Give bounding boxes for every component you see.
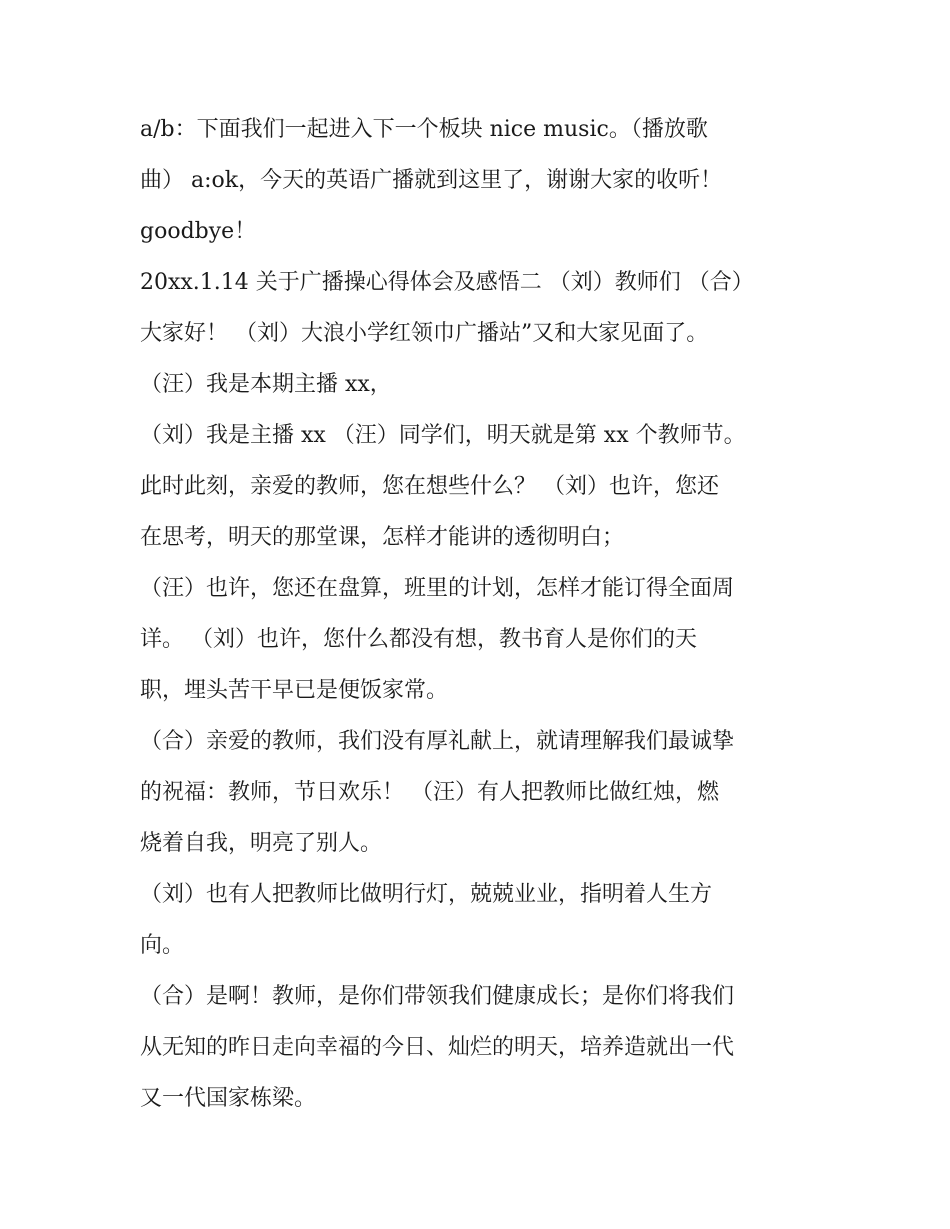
text-line: （刘）我是主播 xx （汪）同学们，明天就是第 xx 个教师节。 bbox=[140, 423, 746, 448]
text-line: 20xx.1.14 关于广播操心得体会及感悟二 （刘）教师们 （合） bbox=[140, 270, 754, 295]
text-line: 此时此刻，亲爱的教师，您在想些什么？ （刘）也许，您还 bbox=[140, 474, 719, 499]
text-line: 又一代国家栋梁。 bbox=[140, 1086, 317, 1111]
text-line: 职，埋头苦干早已是便饭家常。 bbox=[140, 678, 449, 703]
text-line: a/b：下面我们一起进入下一个板块 nice music。（播放歌 bbox=[140, 117, 708, 142]
text-line: （合）是啊！教师，是你们带领我们健康成长；是你们将我们 bbox=[140, 984, 735, 1009]
text-line: 向。 bbox=[140, 933, 185, 958]
text-line: （汪）我是本期主播 xx， bbox=[140, 372, 392, 397]
text-line: 的祝福：教师，节日欢乐！ （汪）有人把教师比做红烛，燃 bbox=[140, 780, 719, 805]
text-line: （合）亲爱的教师，我们没有厚礼献上，就请理解我们最诚挚 bbox=[140, 729, 735, 754]
text-line: 从无知的昨日走向幸福的今日、灿烂的明天，培养造就出一代 bbox=[140, 1035, 735, 1060]
text-line: 在思考，明天的那堂课，怎样才能讲的透彻明白； bbox=[140, 525, 625, 550]
text-line: 烧着自我，明亮了别人。 bbox=[140, 831, 383, 856]
text-line: 详。 （刘）也许，您什么都没有想，教书育人是你们的天 bbox=[140, 627, 697, 652]
document-body bbox=[140, 110, 820, 1130]
text-line: 大家好！ （刘）大浪小学红领巾广播站”又和大家见面了。 bbox=[140, 321, 709, 346]
text-line: （刘）也有人把教师比做明行灯，兢兢业业，指明着人生方 bbox=[140, 882, 713, 907]
text-line: （汪）也许，您还在盘算，班里的计划，怎样才能订得全面周 bbox=[140, 576, 735, 601]
text-line: goodbye！ bbox=[140, 219, 257, 244]
text-line: 曲） a:ok，今天的英语广播就到这里了，谢谢大家的收听！ bbox=[140, 168, 723, 193]
